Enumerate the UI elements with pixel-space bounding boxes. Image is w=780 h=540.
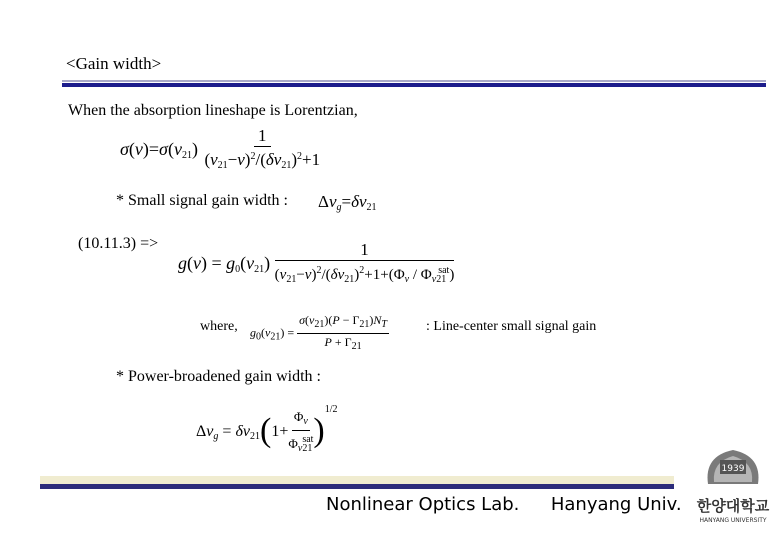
footer-rule bbox=[40, 484, 674, 489]
svg-text:HANYANG UNIVERSITY: HANYANG UNIVERSITY bbox=[699, 517, 767, 524]
sigma-equation: $\sigma(\nu)=\sigma(\nu_{21})$ $\frac{1}{(\nu_{21}-\nu)^2/(\delta\nu_{21})^2+1}$ bbox=[120, 126, 321, 171]
where-label: where, bbox=[200, 319, 238, 334]
university-logo bbox=[690, 436, 776, 526]
title-rule-light bbox=[62, 80, 766, 82]
svg-text:1939: 1939 bbox=[721, 464, 745, 474]
lab-name: Nonlinear Optics Lab. bbox=[326, 494, 520, 515]
g0-equation: $g_0(\nu_{21})$ = $\frac{\sigma(\nu_{21})(P - \Gamma_{21})N_T}{P + \Gamma_{21}}$ bbox=[250, 313, 387, 352]
small-signal-label: * Small signal gain width : bbox=[116, 192, 288, 209]
slide-title: <Gain width> bbox=[66, 54, 162, 73]
line-center-label: : Line-center small signal gain bbox=[426, 319, 597, 334]
power-broadened-label: * Power-broadened gain width : bbox=[116, 368, 321, 385]
university-name: Hanyang Univ. bbox=[550, 494, 682, 515]
footer-band bbox=[40, 476, 674, 484]
gain-equation: $g(\nu) = g_0(\nu_{21})$ $\frac{1}{(\nu_{21}-\nu)^2/(\delta\nu_{21})^2+1+(\Phi_\nu / \Phi_{\nu 21}^{sat})}$ bbox=[178, 240, 455, 285]
title-rule-dark bbox=[62, 83, 766, 87]
footer-lab-text bbox=[326, 494, 682, 515]
small-signal-equation: $\Delta\nu_g=\delta\nu_{21}$ bbox=[318, 192, 377, 213]
power-broadened-equation: $\Delta\nu_g = \delta\nu_{21}(1+$ $\frac{\Phi_\nu}{\Phi_{\nu 21}^{sat}}$ )$^{1/2}$ bbox=[196, 404, 338, 454]
svg-text:한양대학교: 한양대학교 bbox=[696, 497, 770, 515]
equation-reference: (10.11.3) => bbox=[78, 235, 159, 252]
intro-text: When the absorption lineshape is Lorentzian, bbox=[68, 102, 358, 119]
